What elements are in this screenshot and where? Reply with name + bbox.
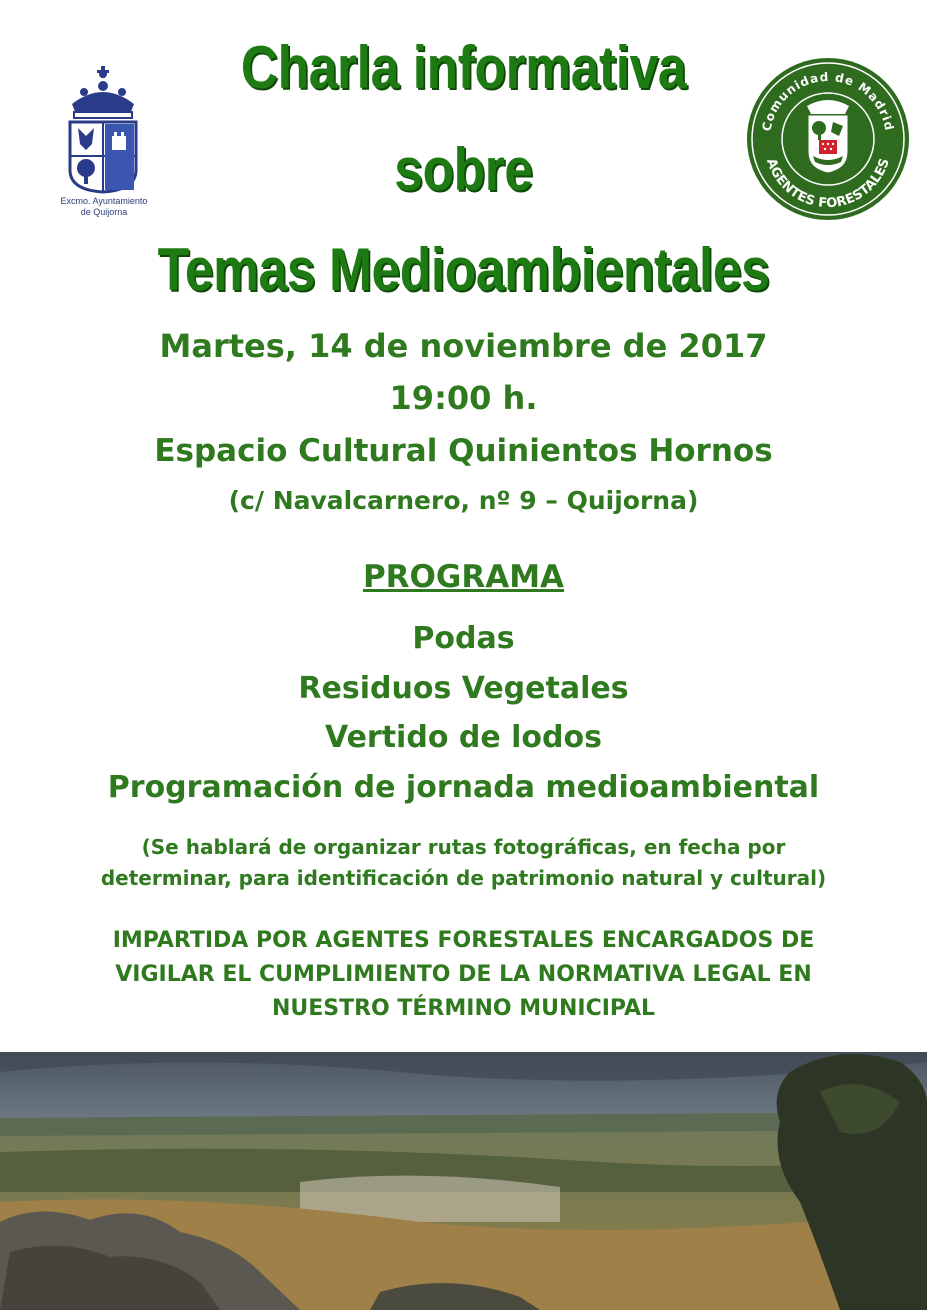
crest-caption-line1: Excmo. Ayuntamiento <box>60 196 148 206</box>
programa-heading: PROGRAMA <box>362 559 565 595</box>
landscape-photo <box>0 1052 927 1310</box>
note-line-1: (Se hablará de organizar rutas fotográficas, en fecha por <box>141 835 786 859</box>
note-line-2: determinar, para identificación de patrimonio natural y cultural) <box>100 866 827 890</box>
crest-caption-line2: de Quijorna <box>80 207 128 217</box>
impartida-statement <box>0 924 927 1026</box>
programa-item: Vertido de lodos <box>325 720 602 755</box>
programa-item: Residuos Vegetales <box>298 671 629 706</box>
badge-ring-bottom: AGENTES FORESTALES <box>763 156 893 212</box>
event-time: 19:00 h. <box>389 379 538 417</box>
impartida-line-1: IMPARTIDA POR AGENTES FORESTALES ENCARGADOS DE <box>112 928 815 953</box>
programa-item: Programación de jornada medioambiental <box>107 770 820 805</box>
title-line-3: Temas Medioambientales <box>157 236 770 303</box>
programa-item: Podas <box>412 621 515 656</box>
event-date: Martes, 14 de noviembre de 2017 <box>159 327 768 365</box>
title-line-2: sobre <box>394 136 533 203</box>
impartida-line-2: VIGILAR EL CUMPLIMIENTO DE LA NORMATIVA LEGAL EN <box>115 962 812 987</box>
event-address: (c/ Navalcarnero, nº 9 – Quijorna) <box>228 486 699 515</box>
impartida-line-3: NUESTRO TÉRMINO MUNICIPAL <box>271 996 656 1021</box>
title-line-1: Charla informativa <box>240 34 687 101</box>
badge-ring-top: Comunidad de Madrid <box>759 69 897 133</box>
event-venue: Espacio Cultural Quinientos Hornos <box>154 433 773 469</box>
photo-routes-note <box>0 832 927 894</box>
